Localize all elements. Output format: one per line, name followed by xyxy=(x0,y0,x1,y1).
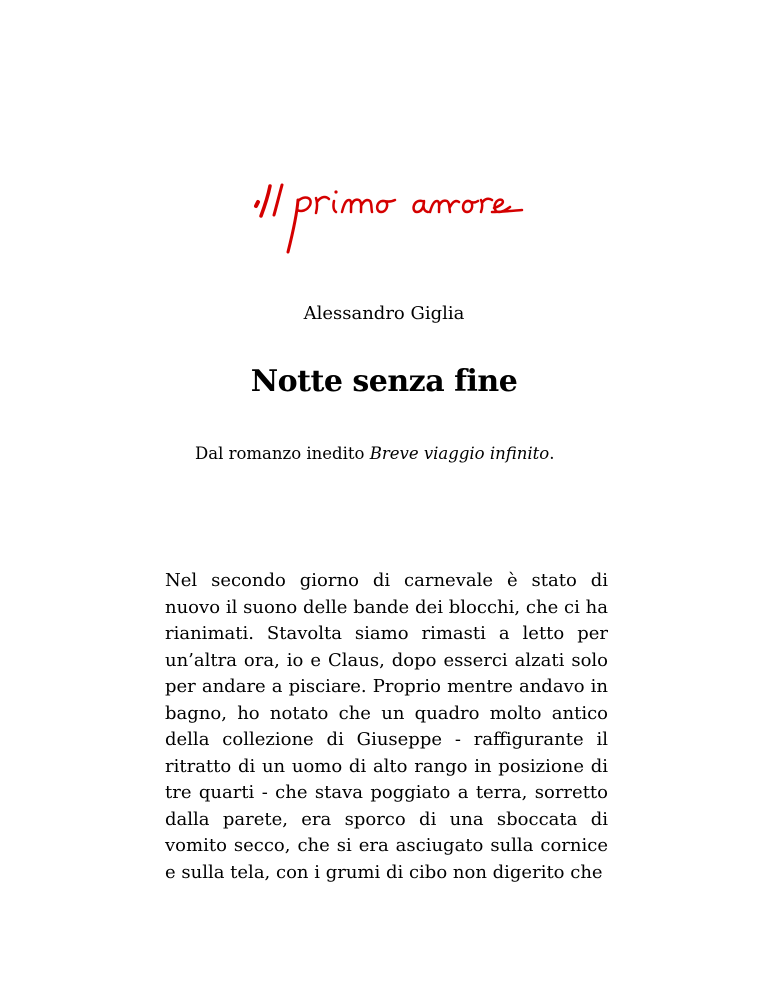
article-subtitle xyxy=(195,443,615,465)
subtitle-suffix: . xyxy=(549,444,555,463)
handwritten-logo-graphic xyxy=(248,168,528,256)
article-body xyxy=(165,568,608,886)
novel-title: Breve viaggio infinito xyxy=(369,444,550,463)
subtitle-prefix: Dal romanzo inedito xyxy=(195,444,370,463)
article-title: Notte senza fine xyxy=(250,364,518,399)
author-name: Alessandro Giglia xyxy=(303,303,465,324)
body-paragraph: Nel secondo giorno di carnevale è stato di nuovo il suono delle bande dei blocchi, che ci ha rianimati. Stavolta siamo rimasti a letto per un’altra ora, io e Claus, dopo esserci alzati solo per andare a pisciare. Proprio mentre andavo in bagno, ho notato che un quadro molto antico della collezione di Giuseppe - raffigurante il ritratto di un uomo di alto rango in posizione di tre quarti - che stava poggiato a terra, sorretto dalla parete, era sporco di una sboccata di vomito secco, che si era asciugato sulla cornice e sulla tela, con i grumi di cibo non digerito che xyxy=(165,570,608,883)
magazine-logo xyxy=(248,168,528,256)
